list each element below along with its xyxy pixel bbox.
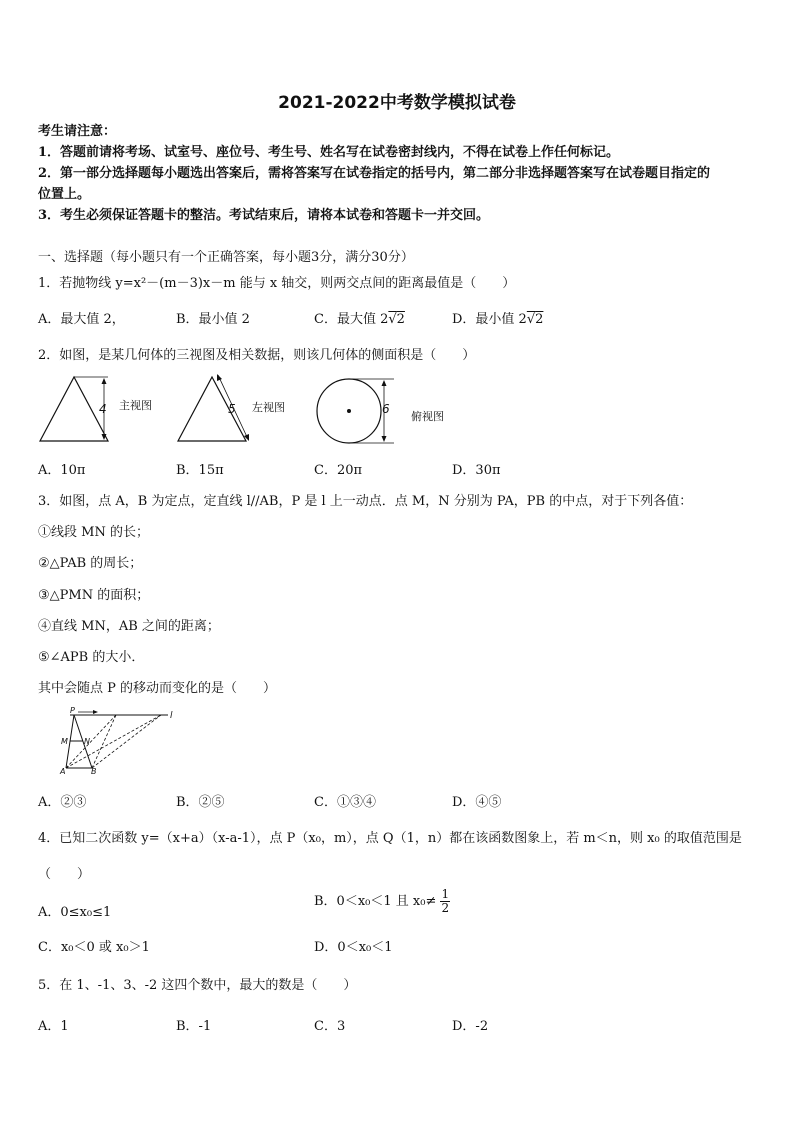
dashed-bp3 xyxy=(92,715,161,768)
top-view-label: 俯视图 xyxy=(411,410,444,423)
top-view-center xyxy=(347,409,351,413)
q5-stem: 5．在 1、-1、3、-2 这四个数中，最大的数是（ ） xyxy=(38,978,357,993)
q5-option-c: C．3 xyxy=(314,1019,346,1034)
q3-item-3: ③△PMN 的面积； xyxy=(38,588,150,603)
notice-item-3: 3．考生必须保证答题卡的整洁。考试结束后，请将本试卷和答题卡一并交回。 xyxy=(38,208,490,223)
q3-item-2: ②△PAB 的周长； xyxy=(38,556,143,571)
q1-option-d xyxy=(452,308,543,327)
q5-option-a: A．1 xyxy=(38,1019,69,1034)
motion-arrow-head xyxy=(93,710,98,714)
section-heading: 一、选择题（每小题只有一个正确答案，每小题3分，满分30分） xyxy=(38,250,414,265)
q4-stem: 4．已知二次函数 y=（x+a）（x-a-1），点 P（x₀，m），点 Q（1，n）都在该函数图象上，若 m＜n，则 x₀ 的取值范围是 xyxy=(38,831,742,846)
q4-option-b-text: B．0＜x₀＜1 且 x₀≠ xyxy=(314,894,437,909)
q3-item-5: ⑤∠APB 的大小． xyxy=(38,650,145,665)
q1-option-b: B．最小值 2 xyxy=(176,312,250,327)
q2-option-b: B．15π xyxy=(176,463,224,478)
label-m: M xyxy=(61,737,68,746)
label-p: P xyxy=(70,706,75,715)
sqrt-value: 2 xyxy=(396,312,405,327)
arrow-head-bottom xyxy=(382,436,387,442)
q2-option-c: C．20π xyxy=(314,463,363,478)
label-b: B xyxy=(91,767,97,776)
q4-option-c: C．x₀＜0 或 x₀＞1 xyxy=(38,940,150,955)
q2-option-d: D．30π xyxy=(452,463,501,478)
label-a: A xyxy=(60,767,66,776)
q3-option-a: A．②③ xyxy=(38,795,87,810)
fraction xyxy=(440,888,450,915)
front-view-dimension: 4 xyxy=(99,402,107,416)
notice-item-1: 1．答题前请将考场、试室号、座位号、考生号、姓名写在试卷密封线内，不得在试卷上作任何标记。 xyxy=(38,145,620,160)
q1-option-d-text: D．最小值 2 xyxy=(452,312,527,327)
front-view-label: 主视图 xyxy=(119,399,152,412)
page-title: 2021-2022中考数学模拟试卷 xyxy=(278,93,516,113)
q5-option-b: B．-1 xyxy=(176,1019,212,1034)
arrow-head-top xyxy=(382,380,387,386)
left-view-label: 左视图 xyxy=(252,401,285,414)
q4-option-d: D．0＜x₀＜1 xyxy=(314,940,393,955)
dashed-bp2 xyxy=(92,715,116,768)
q1-option-c-text: C．最大值 2 xyxy=(314,312,389,327)
q3-item-1: ①线段 MN 的长； xyxy=(38,525,149,540)
label-n: N xyxy=(84,737,90,746)
notice-heading: 考生请注意： xyxy=(38,124,117,139)
notice-item-2-cont: 位置上。 xyxy=(38,187,91,202)
q1-option-c xyxy=(314,308,405,327)
top-view-dimension: 6 xyxy=(382,402,390,416)
q3-figure xyxy=(56,706,186,778)
q2-stem: 2．如图，是某几何体的三视图及相关数据，则该几何体的侧面积是（ ） xyxy=(38,348,476,363)
q4-option-a: A．0≤x₀≤1 xyxy=(38,905,112,920)
q3-option-c: C．①③④ xyxy=(314,795,376,810)
q5-option-d: D．-2 xyxy=(452,1019,489,1034)
label-l: l xyxy=(170,711,173,721)
q3-item-4: ④直线 MN，AB 之间的距离； xyxy=(38,619,220,634)
fraction-denominator: 2 xyxy=(441,901,450,915)
q2-option-a: A．10π xyxy=(38,463,86,478)
q3-question: 其中会随点 P 的移动而变化的是（ ） xyxy=(38,681,277,696)
q3-option-b: B．②⑤ xyxy=(176,795,225,810)
left-view-dimension: 5 xyxy=(228,402,236,416)
q3-stem: 3．如图，点 A，B 为定点，定直线 l//AB，P 是 l 上一动点．点 M，N 分别为 PA，PB 的中点，对于下列各值： xyxy=(38,494,693,509)
fraction-numerator: 1 xyxy=(441,887,450,901)
left-view-triangle xyxy=(178,377,246,441)
q3-option-d: D．④⑤ xyxy=(452,795,502,810)
left-view-figure xyxy=(176,373,252,445)
front-view-triangle xyxy=(40,377,108,441)
q1-stem: 1．若抛物线 y=x²－(m－3)x－m 能与 x 轴交，则两交点间的距离最值是（ ） xyxy=(38,276,516,291)
arrow-head-top xyxy=(217,374,222,381)
sqrt-sign: √2 xyxy=(388,312,405,327)
notice-item-2: 2．第一部分选择题每小题选出答案后，需将答案写在试卷指定的括号内，第二部分非选择题答案写在试卷题目指定的 xyxy=(38,166,711,181)
q4-blank: （ ） xyxy=(38,867,91,882)
sqrt-value: 2 xyxy=(535,312,544,327)
arrow-head-top xyxy=(102,378,107,384)
q1-option-a: A．最大值 2， xyxy=(38,312,125,327)
sqrt-sign: √2 xyxy=(526,312,544,327)
q4-option-b xyxy=(314,888,450,915)
